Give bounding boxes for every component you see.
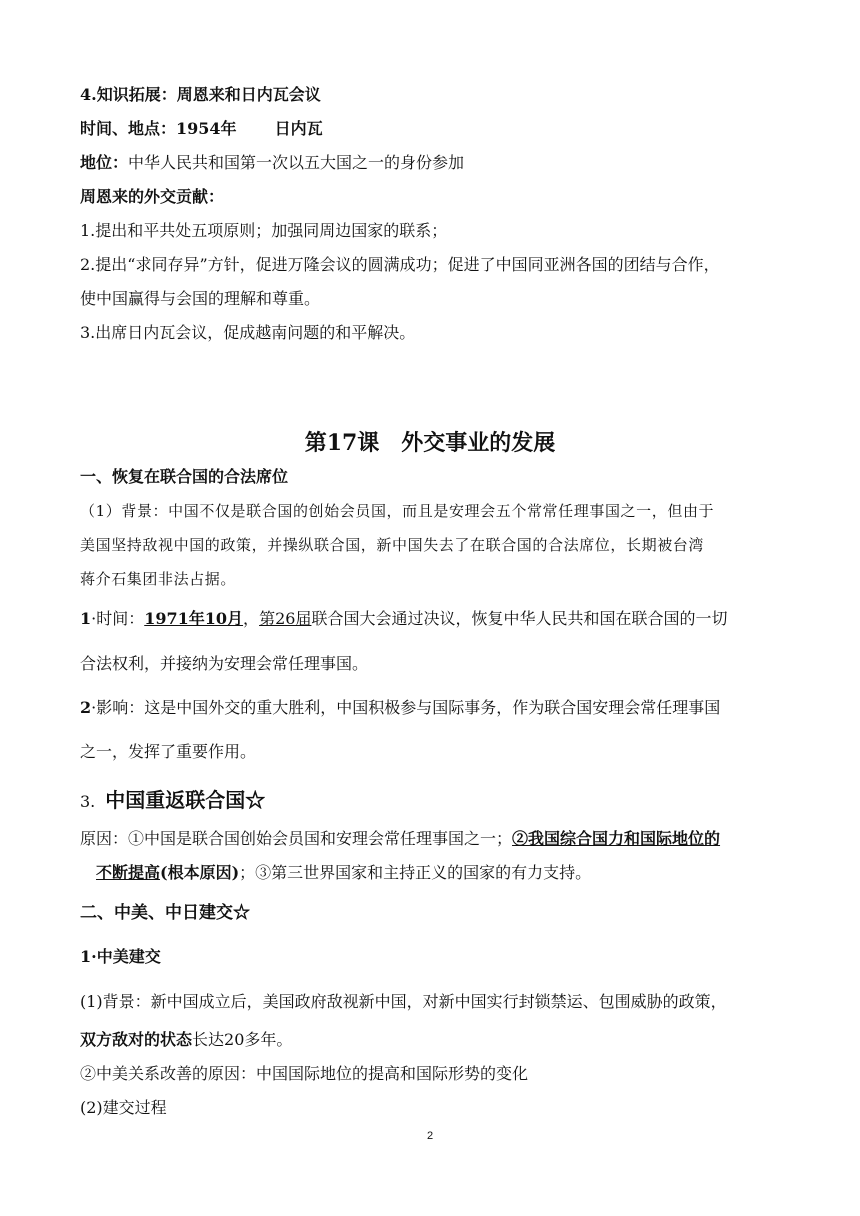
item-number: 1 [80, 609, 92, 628]
background-rest: 长达20多年。 [192, 1030, 293, 1049]
background-paragraph-line: 美国坚持敌视中国的政策，并操纵联合国，新中国失去了在联合国的合法席位，长期被台湾 [80, 536, 705, 554]
reason-key: 不断提高 [96, 863, 161, 882]
return-number: 3. [80, 792, 96, 811]
background-label: (1)背景： [80, 992, 151, 1011]
session-value: 第26届 [259, 609, 312, 628]
reason-label: 原因： [80, 829, 129, 848]
time-label: ·时间： [91, 609, 145, 628]
impact-text: 这是中国外交的重大胜利，中国积极参与国际事务，作为联合国安理会常任理事国 [144, 698, 721, 717]
page-number: 2 [426, 1130, 434, 1142]
time-line [80, 608, 727, 630]
reason-rest: ；③第三世界国家和主持正义的国家的有力支持。 [239, 863, 592, 882]
background-paragraph-line: 蒋介石集团非法占据。 [80, 570, 237, 588]
section-heading: 4.知识拓展：周恩来和日内瓦会议 [80, 85, 321, 104]
us-background-line-continued [80, 1029, 292, 1051]
reason-line [80, 828, 720, 850]
root-cause-note: (根本原因) [160, 863, 240, 882]
section-heading: 一、恢复在联合国的合法席位 [80, 467, 289, 486]
date-value: 1971年10月 [144, 609, 244, 628]
contribution-item: 1.提出和平共处五项原则；加强同周边国家的联系； [80, 221, 448, 240]
contribution-item: 2.提出“求同存异”方针，促进万隆会议的圆满成功；促进了中国同亚洲各国的团结与合作， [80, 255, 720, 274]
reason-part: ①中国是联合国创始会员国和安理会常任理事国之一； [128, 829, 513, 848]
time-place-line [80, 118, 323, 140]
hostile-state: 双方敌对的状态 [80, 1030, 193, 1049]
lesson-title: 第17课 外交事业的发展 [304, 430, 556, 456]
item-number: 2 [80, 698, 92, 717]
background-paragraph-line: （1）背景：中国不仅是联合国的创始会员国，而且是安理会五个常常任理事国之一，但由于 [80, 502, 715, 520]
contribution-item: 3.出席日内瓦会议，促成越南问题的和平解决。 [80, 323, 416, 342]
impact-label: ·影响： [91, 698, 145, 717]
subsection-heading [80, 946, 161, 968]
return-heading [80, 786, 265, 816]
background-text: 新中国成立后，美国政府敌视新中国，对新中国实行封锁禁运、包围威胁的政策， [150, 992, 727, 1011]
comma: ， [243, 609, 260, 628]
year-value: 1954年 [176, 119, 237, 138]
status-label: 地位： [80, 153, 129, 172]
contribution-item-continued: 使中国赢得与会国的理解和尊重。 [80, 289, 321, 308]
impact-line-continued: 之一，发挥了重要作用。 [80, 742, 257, 761]
time-line-continued: 合法权利，并接纳为安理会常任理事国。 [80, 654, 369, 673]
section-heading: 二、中美、中日建交☆ [80, 903, 250, 923]
status-line [80, 152, 464, 174]
subsection-title: ·中美建交 [91, 947, 161, 966]
improvement-reason: ②中美关系改善的原因：中国国际地位的提高和国际形势的变化 [80, 1064, 529, 1083]
process-heading: (2)建交过程 [80, 1098, 167, 1117]
status-text: 中华人民共和国第一次以五大国之一的身份参加 [128, 153, 465, 172]
impact-line [80, 697, 720, 719]
item-number: 1 [80, 947, 92, 966]
place-value: 日内瓦 [274, 119, 323, 138]
us-background-line [80, 991, 727, 1013]
reason-key: ②我国综合国力和国际地位的 [512, 829, 721, 848]
time-rest: 联合国大会通过决议，恢复中华人民共和国在联合国的一切 [311, 609, 728, 628]
time-place-label: 时间、地点： [80, 119, 177, 138]
return-title: 中国重返联合国☆ [105, 788, 266, 812]
contribution-heading: 周恩来的外交贡献： [80, 187, 225, 206]
reason-line-continued [96, 862, 591, 884]
